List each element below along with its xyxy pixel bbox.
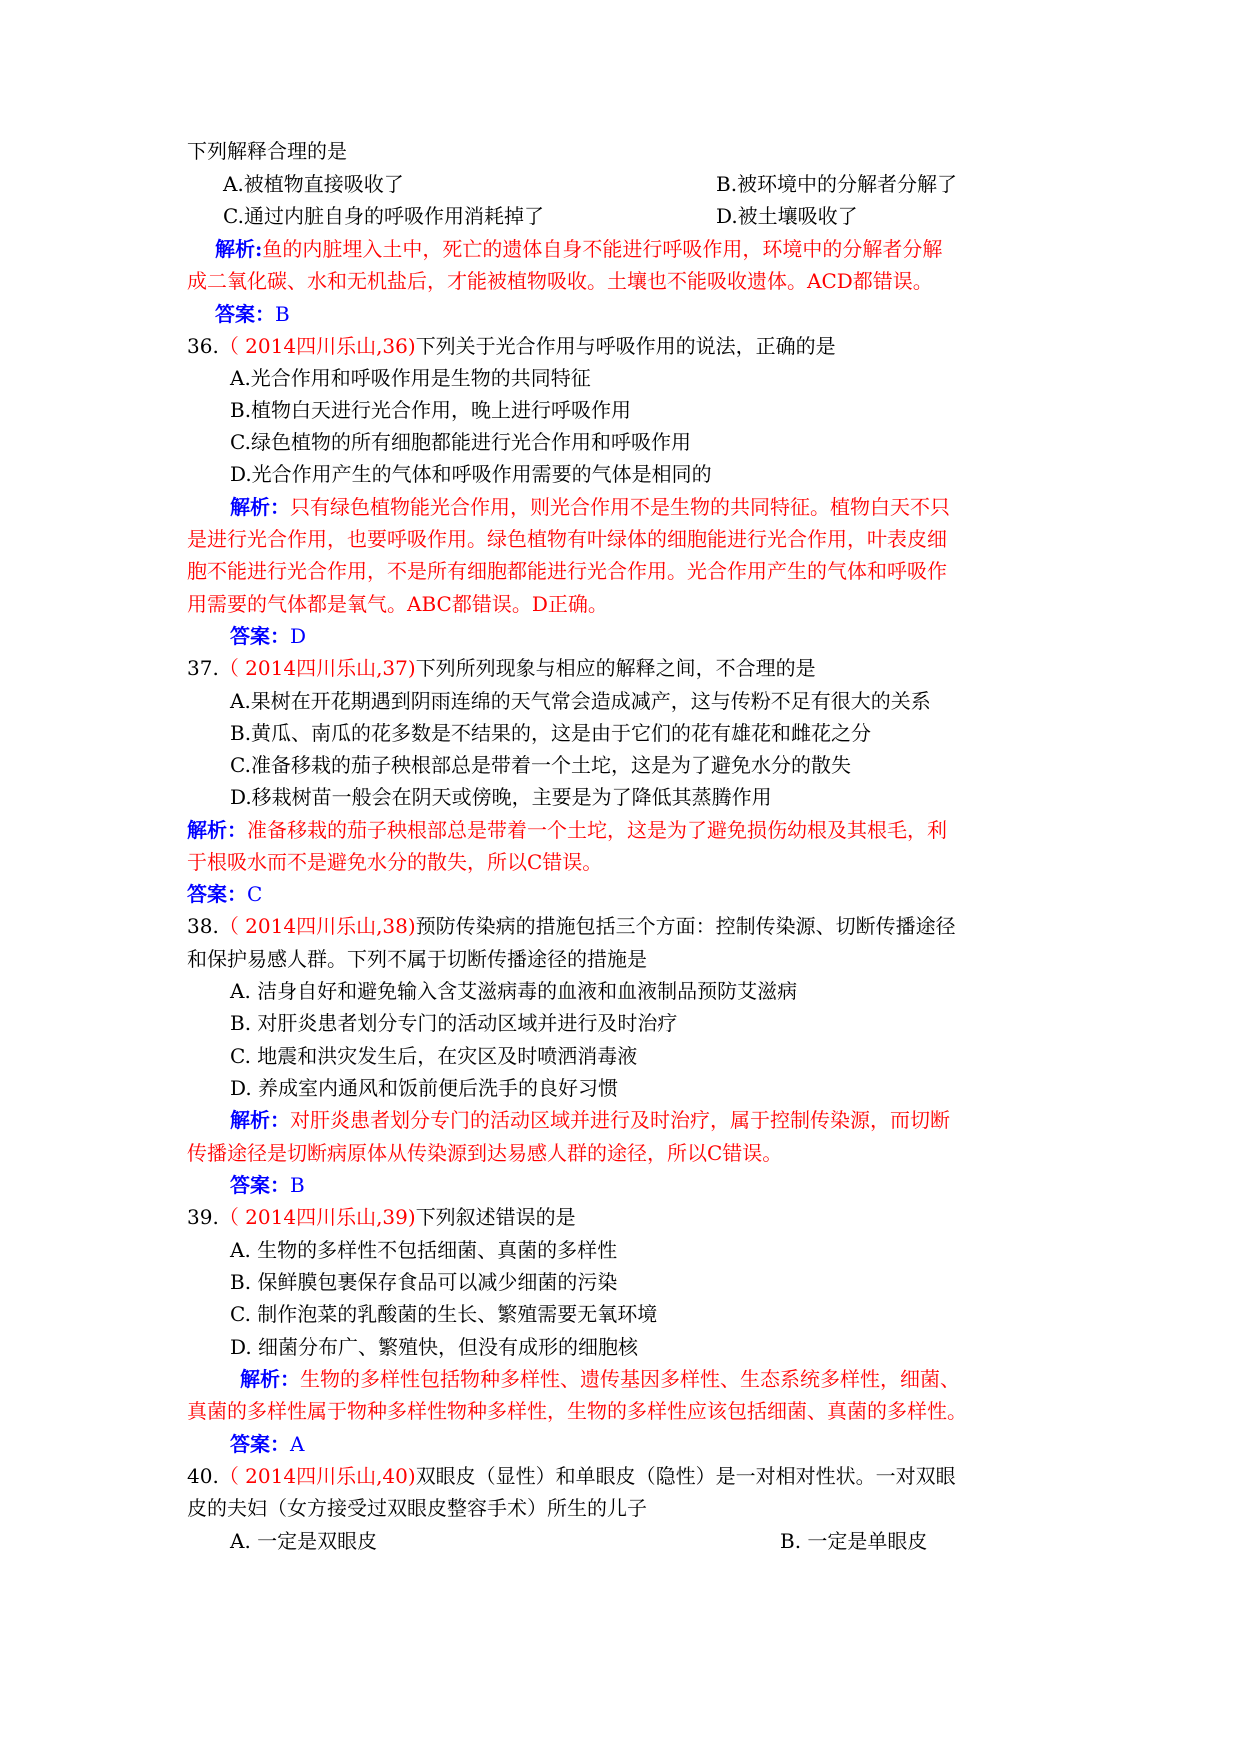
- q38-answer: [230, 1170, 305, 1200]
- analysis-label: 解析：: [187, 818, 247, 842]
- question-36-stem: [187, 331, 836, 361]
- q38-analysis-line-1: [230, 1105, 950, 1135]
- q36-option-c: C.绿色植物的所有细胞都能进行光合作用和呼吸作用: [230, 430, 691, 454]
- answer-label: 答案：: [230, 1432, 290, 1456]
- prev-option-a: A.被植物直接吸收了: [223, 172, 404, 196]
- question-number: 39.: [187, 1205, 219, 1229]
- question-number: 38.: [187, 914, 219, 938]
- q36-option-b: B.植物白天进行光合作用，晚上进行呼吸作用: [230, 398, 632, 422]
- prev-analysis-line-1: [215, 234, 942, 264]
- q40-option-b: B. 一定是单眼皮: [780, 1529, 928, 1553]
- q37-option-d: D.移栽树苗一般会在阴天或傍晚，主要是为了降低其蒸腾作用: [230, 785, 772, 809]
- prev-question-stem: 下列解释合理的是: [187, 139, 347, 163]
- q39-answer: [230, 1429, 304, 1459]
- question-38-stem-line-2: 和保护易感人群。下列不属于切断传播途径的措施是: [187, 947, 647, 971]
- prev-option-c: C.通过内脏自身的呼吸作用消耗掉了: [223, 204, 544, 228]
- question-source: （ 2014四川乐山,36): [218, 334, 416, 358]
- answer-value: B: [290, 1173, 305, 1197]
- q38-option-d: D. 养成室内通风和饭前便后洗手的良好习惯: [230, 1076, 619, 1100]
- question-number: 36.: [187, 334, 219, 358]
- answer-label: 答案：: [230, 1173, 290, 1197]
- q36-option-a: A.光合作用和呼吸作用是生物的共同特征: [230, 366, 591, 390]
- analysis-text: 对肝炎患者划分专门的活动区域并进行及时治疗，属于控制传染源，而切断: [290, 1108, 950, 1132]
- answer-label: 答案：: [215, 302, 275, 326]
- q37-option-b: B.黄瓜、南瓜的花多数是不结果的，这是由于它们的花有雄花和雌花之分: [230, 721, 872, 745]
- answer-value: C: [247, 882, 263, 906]
- analysis-label: 解析:: [215, 237, 263, 261]
- q36-analysis-line-4: 用需要的气体都是氧气。ABC都错误。D正确。: [187, 592, 608, 616]
- analysis-text: 生物的多样性包括物种多样性、遗传基因多样性、生态系统多样性，细菌、: [300, 1367, 960, 1391]
- answer-label: 答案：: [230, 624, 290, 648]
- question-text: 下列所列现象与相应的解释之间，不合理的是: [415, 656, 816, 680]
- prev-analysis-line-2: 成二氧化碳、水和无机盐后，才能被植物吸收。土壤也不能吸收遗体。ACD都错误。: [187, 269, 933, 293]
- prev-option-d: D.被土壤吸收了: [716, 204, 858, 228]
- analysis-label: 解析：: [240, 1367, 300, 1391]
- question-text: 预防传染病的措施包括三个方面：控制传染源、切断传播途径: [415, 914, 956, 938]
- q36-option-d: D.光合作用产生的气体和呼吸作用需要的气体是相同的: [230, 462, 712, 486]
- question-text: 下列关于光合作用与呼吸作用的说法，正确的是: [415, 334, 836, 358]
- q37-analysis-line-2: 于根吸水而不是避免水分的散失，所以C错误。: [187, 850, 603, 874]
- prev-answer: [215, 299, 290, 329]
- q36-analysis-line-1: [230, 492, 950, 522]
- q37-option-a: A.果树在开花期遇到阴雨连绵的天气常会造成减产，这与传粉不足有很大的关系: [230, 689, 931, 713]
- question-source: （ 2014四川乐山,40): [218, 1464, 416, 1488]
- q38-option-c: C. 地震和洪灾发生后，在灾区及时喷洒消毒液: [230, 1044, 638, 1068]
- answer-value: B: [275, 302, 290, 326]
- q38-option-a: A. 洁身自好和避免输入含艾滋病毒的血液和血液制品预防艾滋病: [230, 979, 798, 1003]
- question-37-stem: [187, 653, 816, 683]
- q39-analysis-line-2: 真菌的多样性属于物种多样性物种多样性，生物的多样性应该包括细菌、真菌的多样性。: [187, 1399, 967, 1423]
- q39-analysis-line-1: [240, 1364, 960, 1394]
- question-source: （ 2014四川乐山,39): [218, 1205, 416, 1229]
- question-source: （ 2014四川乐山,38): [218, 914, 416, 938]
- q36-analysis-line-2: 是进行光合作用，也要呼吸作用。绿色植物有叶绿体的细胞能进行光合作用，叶表皮细: [187, 527, 947, 551]
- q38-option-b: B. 对肝炎患者划分专门的活动区域并进行及时治疗: [230, 1011, 678, 1035]
- q37-answer: [187, 879, 262, 909]
- q39-option-d: D. 细菌分布广、繁殖快，但没有成形的细胞核: [230, 1335, 639, 1359]
- q36-analysis-line-3: 胞不能进行光合作用，不是所有细胞都能进行光合作用。光合作用产生的气体和呼吸作: [187, 559, 947, 583]
- question-number: 37.: [187, 656, 219, 680]
- q39-option-b: B. 保鲜膜包裹保存食品可以减少细菌的污染: [230, 1270, 618, 1294]
- answer-value: A: [290, 1432, 305, 1456]
- question-number: 40.: [187, 1464, 219, 1488]
- question-39-stem: [187, 1202, 576, 1232]
- q38-analysis-line-2: 传播途径是切断病原体从传染源到达易感人群的途径，所以C错误。: [187, 1141, 783, 1165]
- q36-answer: [230, 621, 306, 651]
- q39-option-c: C. 制作泡菜的乳酸菌的生长、繁殖需要无氧环境: [230, 1302, 658, 1326]
- q39-option-a: A. 生物的多样性不包括细菌、真菌的多样性: [230, 1238, 618, 1262]
- analysis-text: 只有绿色植物能光合作用，则光合作用不是生物的共同特征。植物白天不只: [290, 495, 950, 519]
- analysis-label: 解析：: [230, 1108, 290, 1132]
- question-source: （ 2014四川乐山,37): [218, 656, 416, 680]
- answer-label: 答案：: [187, 882, 247, 906]
- analysis-text: 准备移栽的茄子秧根部总是带着一个土坨，这是为了避免损伤幼根及其根毛，利: [247, 818, 947, 842]
- q37-option-c: C.准备移栽的茄子秧根部总是带着一个土坨，这是为了避免水分的散失: [230, 753, 851, 777]
- q40-option-a: A. 一定是双眼皮: [230, 1529, 378, 1553]
- analysis-text: 鱼的内脏埋入土中，死亡的遗体自身不能进行呼吸作用，环境中的分解者分解: [262, 237, 943, 261]
- answer-value: D: [290, 624, 307, 648]
- question-40-stem-line-2: 皮的夫妇（女方接受过双眼皮整容手术）所生的儿子: [187, 1496, 647, 1520]
- question-text: 双眼皮（显性）和单眼皮（隐性）是一对相对性状。一对双眼: [415, 1464, 956, 1488]
- question-40-stem: [187, 1461, 956, 1491]
- q37-analysis-line-1: [187, 815, 947, 845]
- question-text: 下列叙述错误的是: [415, 1205, 576, 1229]
- prev-option-b: B.被环境中的分解者分解了: [716, 172, 958, 196]
- question-38-stem: [187, 911, 956, 941]
- analysis-label: 解析：: [230, 495, 290, 519]
